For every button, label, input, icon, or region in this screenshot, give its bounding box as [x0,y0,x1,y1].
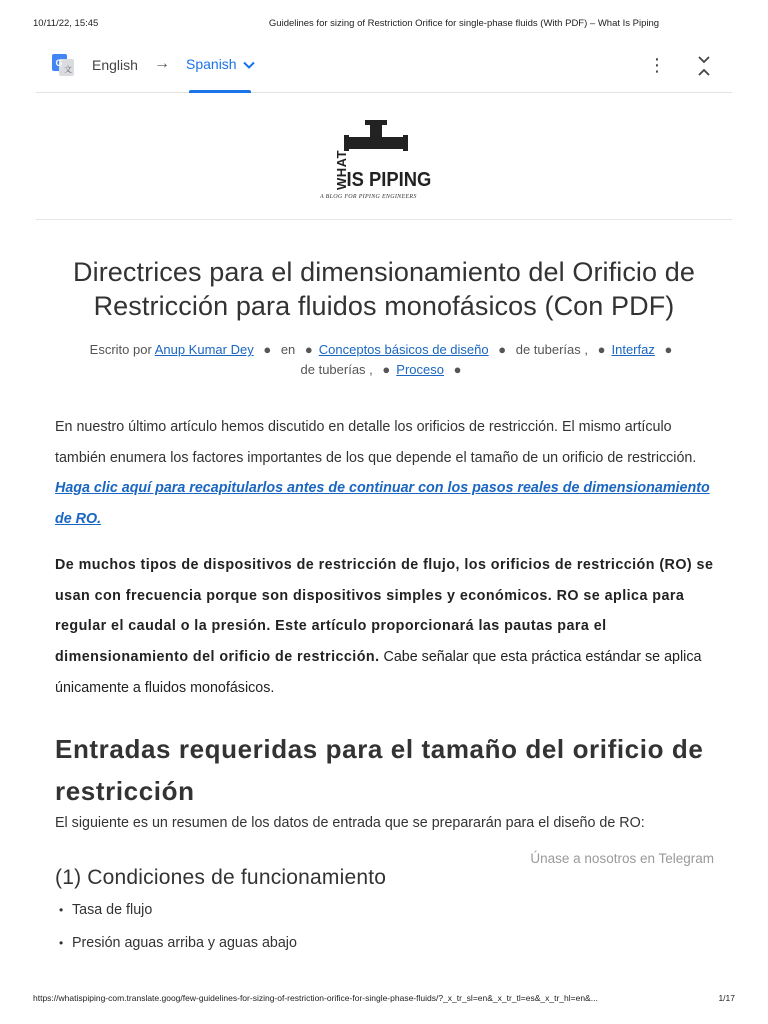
overview-text: Cabe señalar que esta práctica estándar se aplica únicamente a fluidos monofásicos. [55,649,702,696]
intro-paragraph [55,412,718,534]
written-by-label: Escrito por [89,342,152,357]
print-date: 10/11/22, 15:45 [33,18,99,29]
category-link-process[interactable]: Proceso [396,362,444,377]
bullet-separator: ● [453,362,462,377]
bullet-separator: ● [263,342,272,357]
telegram-join-link[interactable]: Únase a nosotros en Telegram [530,851,714,866]
intro-text: En nuestro último artículo hemos discutido en detalle los orificios de restricción. El mismo artículo también enumera los factores importantes de los que depende el tamaño de un orificio de restricción. [55,419,697,466]
arrow-right-icon: → [154,55,170,72]
bullet-separator: ● [304,342,313,357]
bullet-glyph: • [59,903,64,917]
recap-link[interactable]: Haga clic aquí para recapitularlos antes de continuar con los pasos reales de dimensionamiento de RO. [55,480,710,527]
requirements-list [55,897,297,963]
in-label: en [280,342,296,357]
category-link-design-basics[interactable]: Conceptos básicos de diseño [318,342,489,357]
chevron-down-icon [243,61,255,69]
site-logo[interactable] [318,118,450,200]
bullet-separator: ● [664,342,673,357]
bullet-separator: ● [597,342,606,357]
category-suffix: de tuberías , [515,342,588,357]
target-language-label: Spanish [186,56,237,72]
source-language[interactable]: English [92,57,138,73]
list-item-text: Tasa de flujo [72,902,153,918]
author-link[interactable]: Anup Kumar Dey [154,342,254,357]
logo-tagline: A BLOG FOR PIPING ENGINEERS [320,194,417,200]
header-divider [36,219,732,220]
overview-bold-text: De muchos tipos de dispositivos de restricción de flujo, los orificios de restricción (RO) se usan con frecuencia porque son dispositivos simples y económicos. RO se aplica para regular el caudal o la presión. Este artículo proporcionará las pautas para el dimensionamiento del orificio de restricción. [55,557,714,666]
overview-paragraph [55,550,718,704]
print-page-title: Guidelines for sizing of Restriction Orifice for single-phase fluids (With PDF) – What Is Piping [268,18,660,29]
bullet-separator: ● [498,342,507,357]
list-item-text: Presión aguas arriba y aguas abajo [72,935,297,951]
article-title: Directrices para el dimensionamiento del Orificio de Restricción para fluidos monofásicos (Con PDF) [73,257,695,321]
logo-is-piping-text: IS PIPING [346,169,432,192]
subsection-heading: (1) Condiciones de funcionamiento [55,866,387,889]
print-url: https://whatispiping-com.translate.goog/few-guidelines-for-sizing-of-restriction-orifice-for-single-phase-fluids/?_x_tr_sl=en&_x_tr_tl=es&_x_tr_hl=en&... [33,993,598,1003]
bullet-glyph: • [59,936,64,950]
byline [40,340,728,380]
list-item [55,930,297,963]
more-vert-icon[interactable]: ⋮ [648,55,666,75]
section-heading: Entradas requeridas para el tamaño del orificio de restricción [55,734,704,806]
page-number: 1/17 [718,993,735,1003]
svg-text:G: G [55,58,63,68]
category-suffix: de tuberías , [300,362,373,377]
google-translate-icon[interactable] [52,54,74,76]
target-language-dropdown[interactable] [186,56,255,72]
section-intro: El siguiente es un resumen de los datos de entrada que se prepararán para el diseño de RO: [55,815,645,831]
bullet-separator: ● [382,362,391,377]
collapse-icon[interactable] [696,54,712,78]
active-tab-indicator [189,90,251,93]
translate-bar [36,44,732,93]
logo-what-text: WHAT [334,149,349,190]
list-item [55,897,297,930]
category-link-interface[interactable]: Interfaz [611,342,655,357]
svg-text:文: 文 [64,65,72,74]
